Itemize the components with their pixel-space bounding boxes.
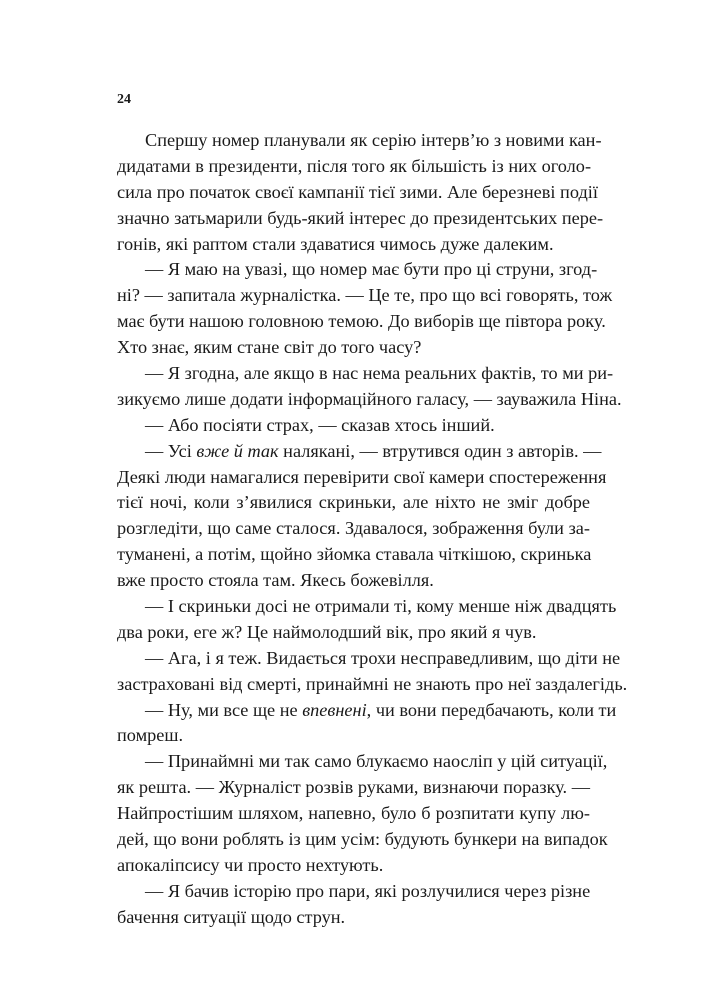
text-line: апокаліпсису чи просто нехтують. [117, 854, 384, 875]
text-line [117, 439, 602, 465]
text-line: — Або посіяти страх, — сказав хтось інший. [145, 414, 495, 435]
text-line [117, 698, 617, 724]
text-fragment: , чи вони передбачають, коли ти [366, 699, 617, 720]
text-line: туманені, а потім, щойно зйомка ставала чіткішою, скринька [117, 544, 592, 565]
text-line: тієї ночі, коли з’явилися скриньки, але ніхто не зміг добре [117, 492, 590, 513]
text-line: вже просто стояла там. Якесь божевілля. [117, 570, 434, 591]
text-line: сила про початок своєї кампанії тієї зими. Але березневі події [117, 181, 598, 202]
text-line: гонів, які раптом стали здаватися чимось дуже далеким. [117, 233, 554, 254]
text-line: Деякі люди намагалися перевірити свої камери спостереження [117, 466, 607, 487]
text-line: — Принаймні ми так само блукаємо наосліп у цій ситуації, [145, 751, 608, 772]
text-line: значно затьмарили будь-який інтерес до президентських пере- [117, 207, 604, 228]
text-fragment: — Усі [145, 440, 197, 461]
text-line: зикуємо лише додати інформаційного галасу, — зауважила Ніна. [117, 388, 622, 409]
text-line: дидатами в президенти, після того як більшість із них оголо- [117, 155, 592, 176]
text-line: має бути нашою головною темою. До виборів ще півтора року. [117, 311, 606, 332]
text-fragment: налякані, — втрутився один з авторів. — [278, 440, 602, 461]
text-line: Хто знає, яким стане світ до того часу? [117, 337, 422, 358]
text-line: застраховані від смерті, принаймні не знають про неї заздалегідь. [117, 673, 628, 694]
text-line: — Я бачив історію про пари, які розлучилися через різне [145, 880, 591, 901]
text-line: розгледіти, що саме сталося. Здавалося, зображення були за- [117, 518, 590, 539]
text-line: — Я згодна, але якщо в нас нема реальних фактів, то ми ри- [145, 363, 614, 384]
text-line: як решта. — Журналіст розвів руками, визнаючи поразку. — [117, 777, 590, 798]
text-line: — Я маю на увазі, що номер має бути про ці струни, згод- [145, 259, 598, 280]
text-line: — І скриньки досі не отримали ті, кому менше ніж двадцять [145, 596, 617, 617]
text-line: ні? — запитала журналістка. — Це те, про що всі говорять, тож [117, 285, 613, 306]
italic-fragment: впевнені [302, 699, 367, 720]
text-line: два роки, еге ж? Це наймолодший вік, про який я чув. [117, 621, 537, 642]
text-line: — Ага, і я теж. Видається трохи несправедливим, що діти не [145, 647, 621, 668]
text-fragment: — Ну, ми все ще не [145, 699, 303, 720]
body-text [117, 128, 628, 931]
page-number: 24 [117, 92, 131, 107]
italic-fragment: вже й так [196, 440, 279, 461]
text-line: Найпростішим шляхом, напевно, було б розпитати купу лю- [117, 803, 590, 824]
text-line: помреш. [117, 725, 184, 746]
text-line: Спершу номер планували як серію інтерв’ю з новими кан- [145, 130, 602, 150]
text-line: дей, що вони роблять із цим усім: будують бункери на випадок [117, 829, 608, 850]
text-line: бачення ситуації щодо струн. [117, 906, 346, 927]
